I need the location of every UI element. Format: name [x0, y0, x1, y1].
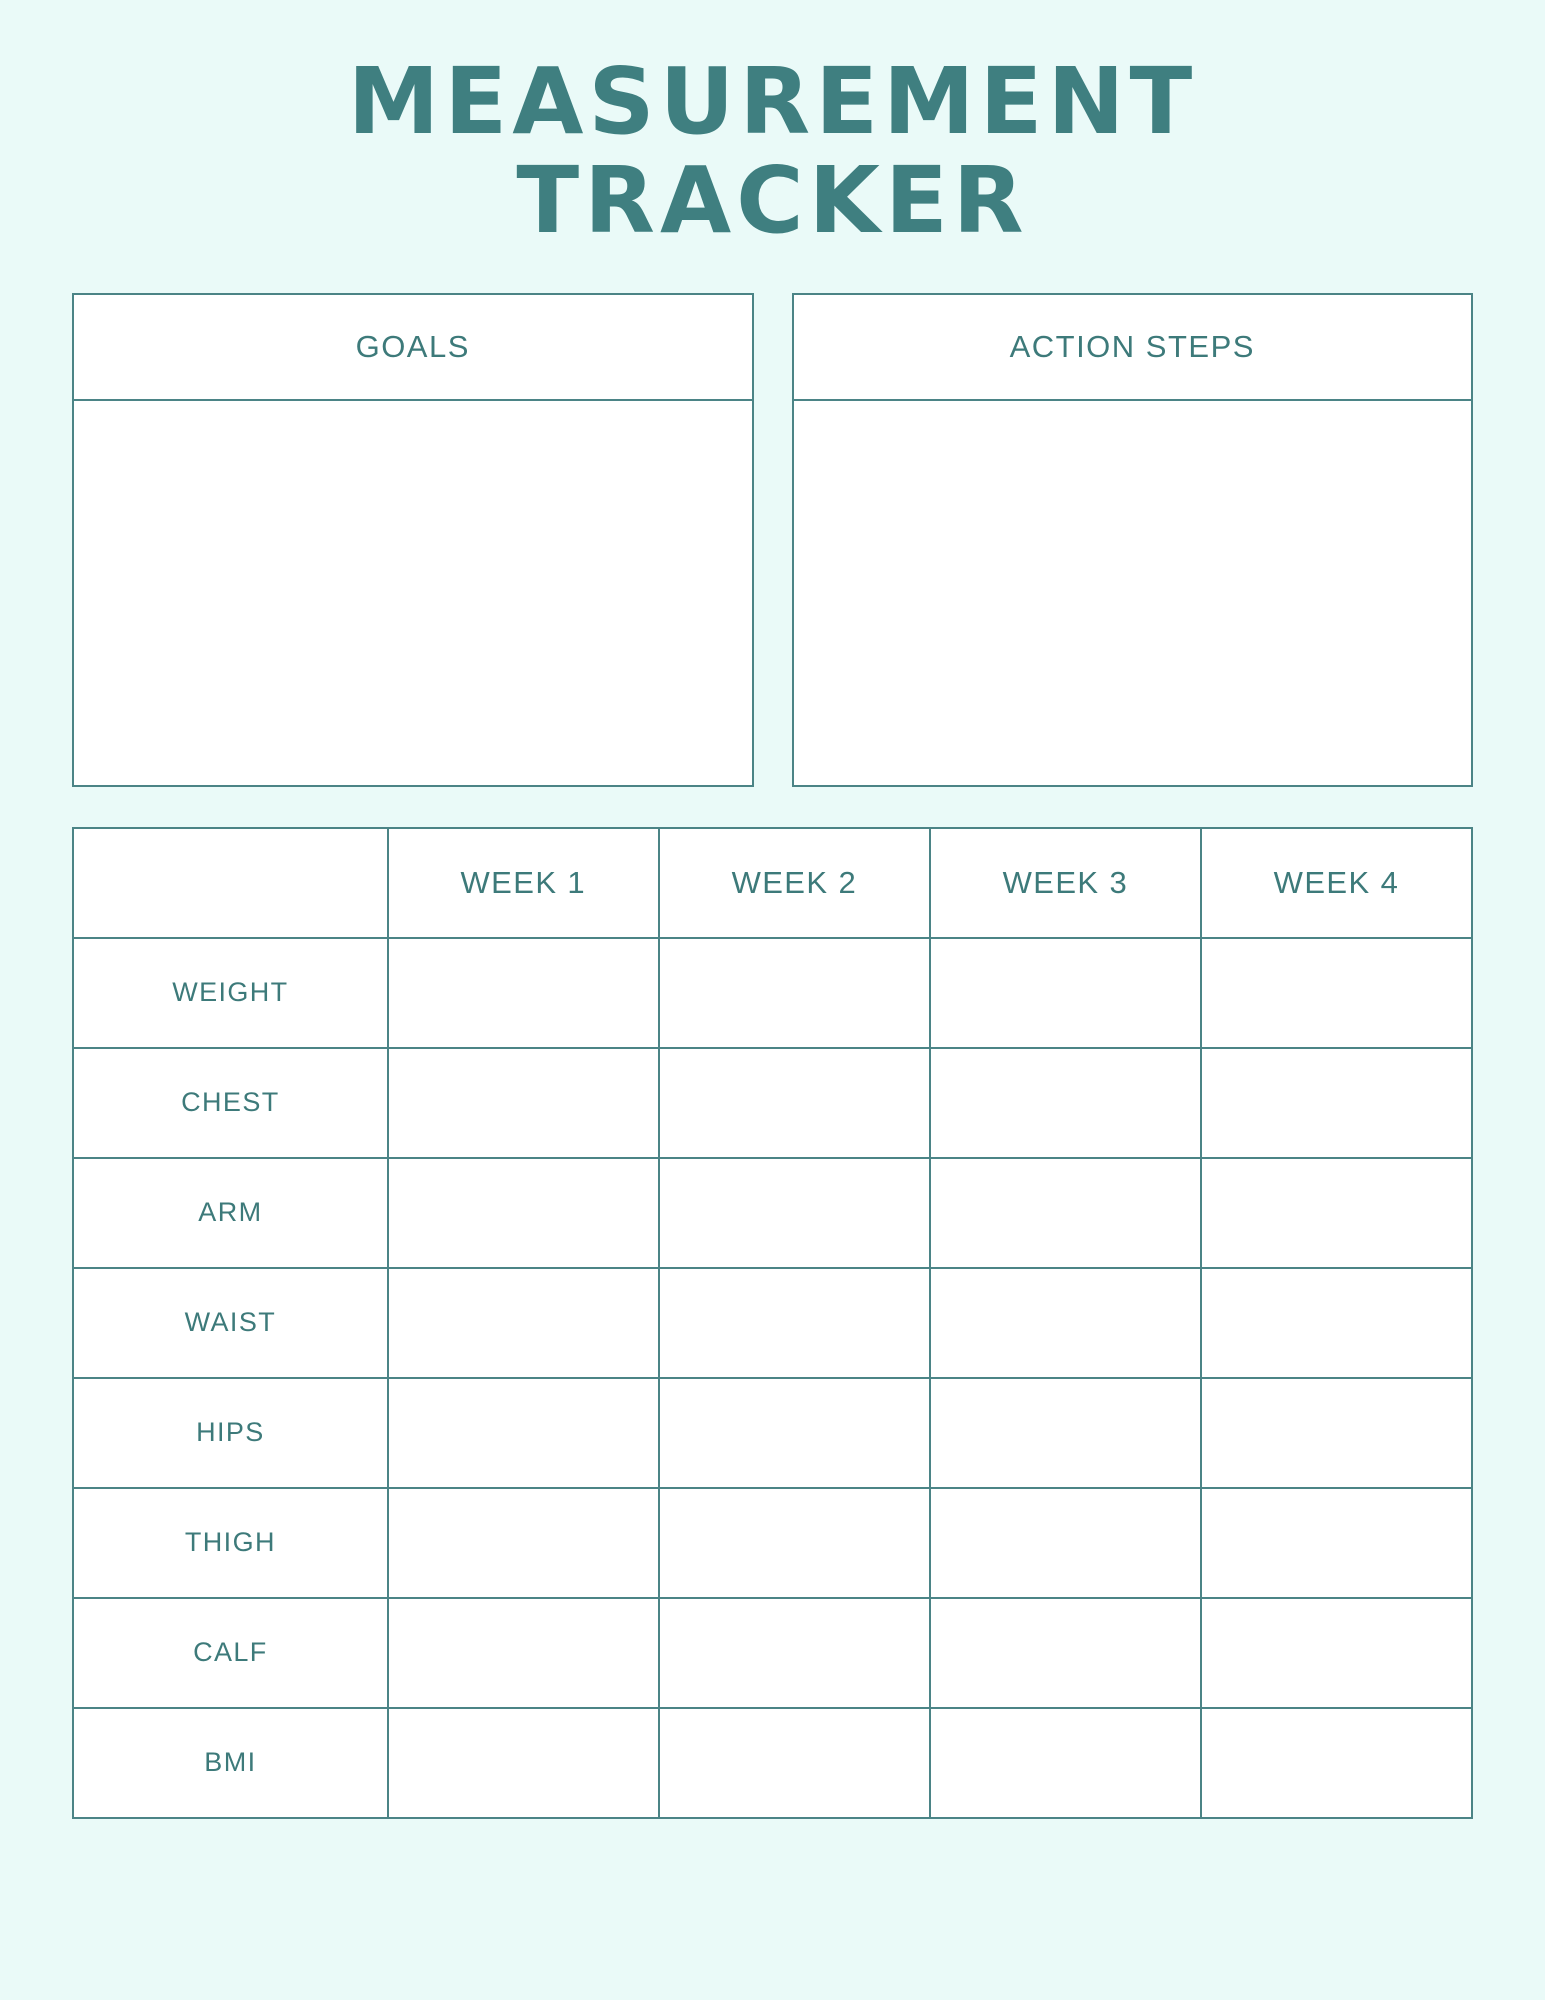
- page-title-line-1: MEASUREMENT: [347, 48, 1198, 155]
- cell-calf-week-2[interactable]: [659, 1598, 930, 1708]
- goals-panel-header: GOALS: [74, 295, 752, 401]
- row-label-chest: CHEST: [73, 1048, 388, 1158]
- column-header-week-4: WEEK 4: [1201, 828, 1472, 938]
- cell-calf-week-1[interactable]: [388, 1598, 659, 1708]
- page-title: [72, 0, 1473, 255]
- row-label-calf: CALF: [73, 1598, 388, 1708]
- action-steps-panel: [792, 293, 1474, 787]
- table-row: [73, 1048, 1472, 1158]
- cell-weight-week-2[interactable]: [659, 938, 930, 1048]
- table-row: [73, 1268, 1472, 1378]
- column-header-week-3: WEEK 3: [930, 828, 1201, 938]
- cell-thigh-week-4[interactable]: [1201, 1488, 1472, 1598]
- cell-weight-week-3[interactable]: [930, 938, 1201, 1048]
- table-row: [73, 1708, 1472, 1818]
- cell-thigh-week-2[interactable]: [659, 1488, 930, 1598]
- cell-chest-week-2[interactable]: [659, 1048, 930, 1158]
- cell-calf-week-3[interactable]: [930, 1598, 1201, 1708]
- cell-waist-week-1[interactable]: [388, 1268, 659, 1378]
- top-panels: [72, 293, 1473, 787]
- cell-hips-week-3[interactable]: [930, 1378, 1201, 1488]
- cell-hips-week-4[interactable]: [1201, 1378, 1472, 1488]
- row-label-arm: ARM: [73, 1158, 388, 1268]
- cell-arm-week-3[interactable]: [930, 1158, 1201, 1268]
- table-header-row: [73, 828, 1472, 938]
- table-corner-cell: [73, 828, 388, 938]
- table-row: [73, 1488, 1472, 1598]
- column-header-week-1: WEEK 1: [388, 828, 659, 938]
- table-row: [73, 938, 1472, 1048]
- cell-chest-week-4[interactable]: [1201, 1048, 1472, 1158]
- goals-panel-writing-area[interactable]: [74, 401, 752, 785]
- cell-weight-week-1[interactable]: [388, 938, 659, 1048]
- table-row: [73, 1378, 1472, 1488]
- cell-calf-week-4[interactable]: [1201, 1598, 1472, 1708]
- cell-hips-week-1[interactable]: [388, 1378, 659, 1488]
- action-steps-panel-writing-area[interactable]: [794, 401, 1472, 785]
- cell-arm-week-2[interactable]: [659, 1158, 930, 1268]
- cell-waist-week-2[interactable]: [659, 1268, 930, 1378]
- goals-panel: [72, 293, 754, 787]
- cell-chest-week-1[interactable]: [388, 1048, 659, 1158]
- row-label-thigh: THIGH: [73, 1488, 388, 1598]
- cell-bmi-week-4[interactable]: [1201, 1708, 1472, 1818]
- cell-bmi-week-2[interactable]: [659, 1708, 930, 1818]
- cell-weight-week-4[interactable]: [1201, 938, 1472, 1048]
- page-title-line-2: TRACKER: [516, 147, 1029, 255]
- cell-thigh-week-1[interactable]: [388, 1488, 659, 1598]
- row-label-bmi: BMI: [73, 1708, 388, 1818]
- table-row: [73, 1598, 1472, 1708]
- cell-waist-week-3[interactable]: [930, 1268, 1201, 1378]
- table-row: [73, 1158, 1472, 1268]
- action-steps-panel-header: ACTION STEPS: [794, 295, 1472, 401]
- cell-arm-week-4[interactable]: [1201, 1158, 1472, 1268]
- row-label-hips: HIPS: [73, 1378, 388, 1488]
- column-header-week-2: WEEK 2: [659, 828, 930, 938]
- row-label-waist: WAIST: [73, 1268, 388, 1378]
- cell-hips-week-2[interactable]: [659, 1378, 930, 1488]
- cell-bmi-week-1[interactable]: [388, 1708, 659, 1818]
- row-label-weight: WEIGHT: [73, 938, 388, 1048]
- cell-thigh-week-3[interactable]: [930, 1488, 1201, 1598]
- cell-chest-week-3[interactable]: [930, 1048, 1201, 1158]
- cell-arm-week-1[interactable]: [388, 1158, 659, 1268]
- measurements-table: [72, 827, 1473, 1819]
- cell-waist-week-4[interactable]: [1201, 1268, 1472, 1378]
- cell-bmi-week-3[interactable]: [930, 1708, 1201, 1818]
